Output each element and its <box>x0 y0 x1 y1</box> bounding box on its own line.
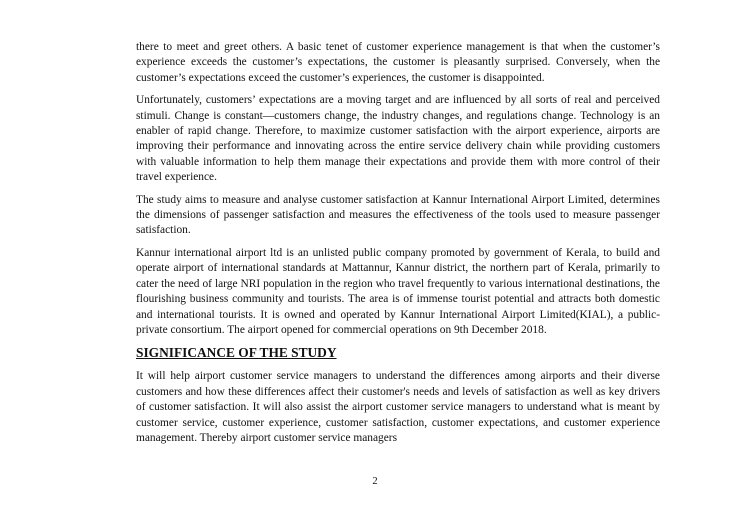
paragraph-moving-target: Unfortunately, customers’ expectations are a moving target and are influenced by all sorts of real and perceived stimuli. Change is constant—customers change, the industry changes, and regulations change. Technology is an enabler of rapid change. Therefore, to maximize customer satisfaction with the airport experience, airports are improving their performance and innovating across the entire service delivery chain while providing customers with valuable information to help them manage their expectations and provide them with more control of their travel experience. <box>136 94 660 184</box>
document-page <box>136 40 660 453</box>
paragraph-customer-expectations: there to meet and greet others. A basic tenet of customer experience management is that when the customer’s experience exceeds the customer’s expectations, the customer is pleasantly surprised. Conversely, when the customer’s expectations exceed the customer’s experiences, the customer is disappointed. <box>136 41 660 84</box>
paragraph-study-aims: The study aims to measure and analyse customer satisfaction at Kannur International Airport Limited, determines the dimensions of passenger satisfaction and measures the effectiveness of the tools used to measure passenger satisfaction. <box>136 193 660 237</box>
page-number: 2 <box>372 476 378 487</box>
paragraph-kannur-airport: Kannur international airport ltd is an unlisted public company promoted by government of Kerala, to build and operate airport of international standards at Mattannur, Kannur district, the northern part of Kerala, primarily to cater the need of large NRI population in the region who travel frequently to various international destinations, the flourishing business community and tourists. The area is of immense tourist potential and attracts both domestic and international tourists. It is owned and operated by Kannur International Airport Limited(KIAL), a public-private consortium. The airport opened for commercial operations on 9th December 2018. <box>136 246 660 336</box>
paragraph-significance: It will help airport customer service managers to understand the differences among airports and their diverse customers and how these differences affect their customer's needs and levels of satisfaction as well as key drivers of customer satisfaction. It will also assist the airport customer service managers to understand what is meant by customer service, customer experience, customer satisfaction, customer expectations, and customer experience management. Thereby airport customer service managers <box>136 370 660 444</box>
section-heading-significance: SIGNIFICANCE OF THE STUDY <box>136 345 337 361</box>
